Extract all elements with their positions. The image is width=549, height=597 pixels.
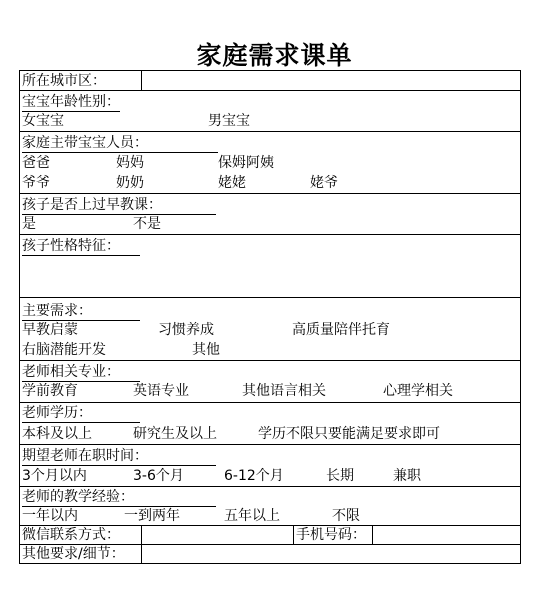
- personality-section: [20, 235, 520, 298]
- option-maternal-grandpa[interactable]: 姥爷: [310, 175, 338, 191]
- option-boy[interactable]: 男宝宝: [208, 113, 250, 129]
- teacher-education-label: 老师学历：: [22, 404, 140, 423]
- option-paternal-grandpa[interactable]: 爷爷: [22, 175, 50, 191]
- personality-input[interactable]: [20, 257, 520, 297]
- option-maternal-grandma[interactable]: 姥姥: [218, 175, 246, 191]
- option-girl[interactable]: 女宝宝: [22, 113, 64, 129]
- option-over-5-years[interactable]: 五年以上: [224, 508, 280, 524]
- option-yes[interactable]: 是: [22, 216, 36, 232]
- option-part-time[interactable]: 兼职: [393, 468, 421, 484]
- option-graduate[interactable]: 研究生及以上: [133, 426, 217, 442]
- city-label: 所在城市区：: [22, 73, 106, 89]
- teacher-tenure-section: [20, 445, 520, 487]
- option-habit-forming[interactable]: 习惯养成: [158, 322, 214, 338]
- early-education-section: [20, 194, 520, 235]
- option-early-enlightenment[interactable]: 早教启蒙: [22, 322, 78, 338]
- phone-divider-left: [293, 526, 294, 544]
- teacher-tenure-label: 期望老师在职时间：: [22, 447, 216, 466]
- option-other-languages[interactable]: 其他语言相关: [242, 383, 326, 399]
- early-education-label: 孩子是否上过早教课：: [22, 196, 216, 215]
- teacher-education-section: [20, 403, 520, 445]
- form-title: 家庭需求课单: [196, 41, 353, 70]
- teacher-experience-label: 老师的教学经验：: [22, 488, 216, 507]
- teacher-major-label: 老师相关专业：: [22, 363, 140, 382]
- option-english-major[interactable]: 英语专业: [133, 383, 189, 399]
- option-mom[interactable]: 妈妈: [116, 155, 144, 171]
- phone-input[interactable]: [373, 526, 520, 544]
- caregivers-label: 家庭主带宝宝人员：: [22, 134, 218, 153]
- option-other-needs[interactable]: 其他: [192, 342, 220, 358]
- option-right-brain[interactable]: 右脑潜能开发: [22, 342, 106, 358]
- main-needs-section: [20, 298, 520, 361]
- other-label: 其他要求/细节：: [22, 546, 125, 562]
- option-under-1-year[interactable]: 一年以内: [22, 508, 78, 524]
- child-age-gender-section: [20, 91, 520, 132]
- option-3-6-months[interactable]: 3-6个月: [133, 468, 184, 484]
- option-paternal-grandma[interactable]: 奶奶: [116, 175, 144, 191]
- option-long-term[interactable]: 长期: [326, 468, 354, 484]
- other-row: [20, 545, 520, 563]
- city-input[interactable]: [142, 71, 520, 90]
- option-bachelor[interactable]: 本科及以上: [22, 426, 92, 442]
- option-under-3-months[interactable]: 3个月以内: [22, 468, 87, 484]
- teacher-experience-section: [20, 487, 520, 526]
- option-quality-childcare[interactable]: 高质量陪伴托育: [292, 322, 390, 338]
- option-dad[interactable]: 爸爸: [22, 155, 50, 171]
- option-6-12-months[interactable]: 6-12个月: [224, 468, 284, 484]
- caregivers-section: [20, 132, 520, 194]
- child-age-gender-label: 宝宝年龄性别：: [22, 94, 120, 110]
- option-no[interactable]: 不是: [133, 216, 161, 232]
- contact-row: [20, 526, 520, 545]
- option-psychology[interactable]: 心理学相关: [383, 383, 453, 399]
- option-any-degree[interactable]: 学历不限只要能满足要求即可: [258, 426, 440, 442]
- phone-label: 手机号码：: [296, 527, 366, 543]
- teacher-major-section: [20, 361, 520, 403]
- personality-label: 孩子性格特征：: [22, 237, 140, 256]
- wechat-label: 微信联系方式：: [22, 527, 120, 543]
- other-input[interactable]: [142, 545, 520, 563]
- main-needs-label: 主要需求：: [22, 302, 140, 321]
- option-nanny[interactable]: 保姆阿姨: [218, 155, 274, 171]
- option-1-2-years[interactable]: 一到两年: [124, 508, 180, 524]
- wechat-input[interactable]: [142, 526, 293, 544]
- requirements-form: [19, 70, 521, 564]
- city-row: [20, 71, 520, 91]
- option-preschool-education[interactable]: 学前教育: [22, 383, 78, 399]
- option-unlimited[interactable]: 不限: [332, 508, 360, 524]
